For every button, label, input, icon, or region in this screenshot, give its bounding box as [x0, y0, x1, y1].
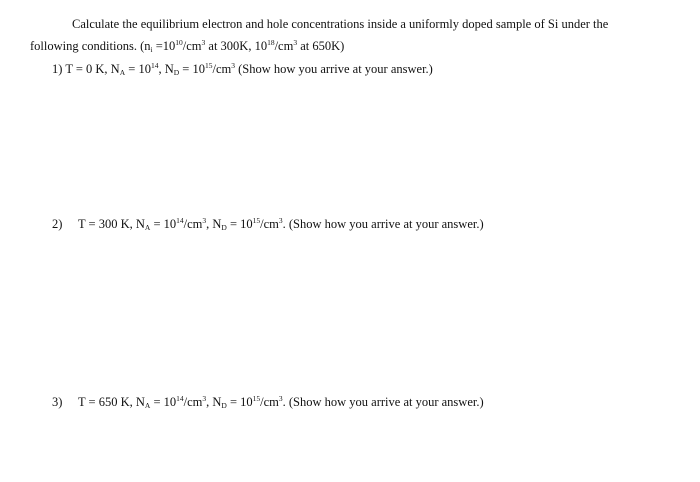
nd-cube: 3	[231, 61, 235, 70]
question-2	[52, 216, 484, 232]
conditions-prefix: following conditions. (n	[30, 39, 151, 53]
na-exponent: 14	[176, 216, 184, 225]
nd-unit: /cm	[212, 62, 232, 76]
nd-cube: 3	[278, 216, 283, 225]
na-subscript: A	[144, 223, 151, 232]
nd-subscript: D	[221, 223, 227, 232]
na-equals: = 10	[150, 395, 177, 409]
instruction-text: . (Show how you arrive at your answer.)	[282, 395, 484, 409]
na-subscript: A	[144, 401, 151, 410]
nd-equals: = 10	[179, 62, 205, 76]
question-1	[52, 61, 433, 77]
instruction-text: (Show how you arrive at your answer.)	[234, 62, 433, 76]
na-exponent: 14	[150, 61, 159, 70]
ni-650-cube: 3	[293, 38, 298, 47]
na-cube: 3	[202, 394, 207, 403]
ni-650-label: at 650K)	[297, 39, 345, 53]
na-equals: = 10	[150, 217, 177, 231]
nd-exponent: 15	[252, 394, 261, 403]
nd-subscript: D	[221, 401, 227, 410]
nd-exponent: 15	[204, 61, 213, 70]
temperature-text: T = 300 K, N	[78, 217, 145, 231]
ni-300-cube: 3	[201, 38, 206, 47]
temperature-text: T = 650 K, N	[78, 395, 145, 409]
na-unit: /cm	[183, 217, 203, 231]
ni-300-exponent: 10	[175, 38, 183, 47]
nd-equals: = 10	[226, 217, 253, 231]
problem-intro: Calculate the equilibrium electron and hole concentrations inside a uniformly doped sample of Si under the	[72, 17, 609, 31]
na-subscript: A	[119, 68, 126, 77]
ni-300-label: at 300K, 10	[205, 39, 268, 53]
nd-prefix: , N	[158, 62, 174, 76]
question-3	[52, 394, 484, 410]
na-cube: 3	[202, 216, 207, 225]
ni-subscript: i	[150, 45, 153, 54]
ni-650-exponent: 18	[267, 38, 275, 47]
nd-prefix: , N	[206, 395, 222, 409]
na-equals: = 10	[125, 62, 151, 76]
ni-300-unit: /cm	[182, 39, 202, 53]
question-number: 2)	[52, 217, 63, 231]
nd-prefix: , N	[206, 217, 222, 231]
nd-subscript: D	[173, 68, 180, 77]
question-number: 3)	[52, 395, 63, 409]
question-number: 1)	[52, 62, 63, 76]
ni-650-unit: /cm	[274, 39, 294, 53]
temperature-text: T = 0 K, N	[62, 62, 120, 76]
problem-conditions	[30, 38, 344, 54]
nd-equals: = 10	[226, 395, 253, 409]
na-unit: /cm	[183, 395, 203, 409]
na-exponent: 14	[176, 394, 184, 403]
nd-unit: /cm	[260, 217, 279, 231]
nd-exponent: 15	[252, 216, 261, 225]
ni-equals: =10	[152, 39, 176, 53]
nd-unit: /cm	[260, 395, 279, 409]
nd-cube: 3	[278, 394, 283, 403]
instruction-text: . (Show how you arrive at your answer.)	[282, 217, 484, 231]
